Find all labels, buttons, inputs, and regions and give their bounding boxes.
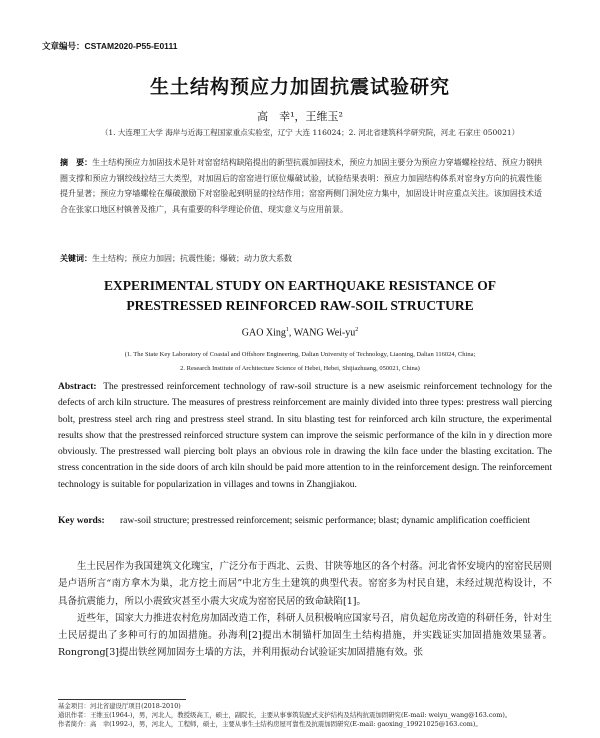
english-abstract	[58, 379, 552, 493]
chinese-authors: 高 幸¹，王维玉²	[257, 110, 343, 123]
english-title-line1: EXPERIMENTAL STUDY ON EARTHQUAKE RESISTANCE OF	[104, 278, 496, 293]
english-affiliation-1: (1. The State Key Laboratory of Coastal and Offshore Engineering, Dalian University of Technology, Liaoning, Dalian 116024, China;	[124, 351, 476, 358]
author-1: GAO Xing	[241, 327, 286, 339]
author-2: WANG Wei-yu	[293, 327, 356, 339]
english-abstract-text: The prestressed reinforcement technology of raw-soil structure is a new aseismic reinforcement technology for the defects of arch kiln structure. The measures of prestress reinforcement are mainly divided into three types: prestress wall piercing bolt, prestress steel arch ring and prestress steel strand. In situ blasting test for reinforced arch kiln structure, the experimental results show that the prestressed reinforced structure system can improve the seismic performance of the kiln in y direction more obviously. The prestressed wall piercing bolt plays an obvious role in drawing the kiln face under the blasting excitation. The stress concentration in the side doors of arch kiln should be paid more attention to in the reinforcement design. The reinforcement technology is suitable for popularization in villages and towns in Zhangjiakou.	[58, 382, 552, 490]
english-affiliation	[30, 348, 570, 376]
author-separator: ,	[288, 327, 294, 339]
english-abstract-label: Abstract:	[58, 382, 97, 392]
english-affiliation-2: 2. Research Institute of Architecture Science of Hebei, Hebei, Shijiazhuang, 050021, China)	[180, 365, 420, 372]
english-authors	[0, 327, 600, 338]
chinese-abstract-text: 生土结构预应力加固技术是针对窑窑结构缺陷提出的新型抗震加固技术，预应力加固主要分为预应力穿墙螺栓拉结、预应力钢拱圈支撑和预应力钢绞线拉结三大类型，对加固后的窑窑进行原位爆破试验，试验结果表明：预应力加固结构体系对窑身y方向的抗震性能提升显著；预应力穿墙螺栓在爆破激励下对窑脸起到明显的拉结作用；窑窑两侧门洞处应力集中，加固设计时应重点关注。该加固技术适合在张家口地区村镇普及推广，具有重要的科学理论价值、现实意义与应用前景。	[60, 158, 542, 214]
chinese-keywords-label: 关键词：	[60, 253, 92, 263]
english-keywords-text: raw-soil structure; prestressed reinforcement; seismic performance; blast; dynamic amplification coefficient	[120, 516, 531, 526]
footnote-corresponding-author: 通讯作者：王维玉(1964-)，男，河北人，教授级高工，硕士，副院长，主要从事事筑装配式支护结构及结构抗震加固研究(E-mail: weiyu_wang@163.com)。	[58, 711, 512, 719]
chinese-affiliation: （1. 大连理工大学 海岸与近海工程国家重点实验室，辽宁 大连 116024；2. 河北省建筑科学研究院，河北 石家庄 050021）	[100, 128, 520, 137]
english-title-line2: PRESTRESSED REINFORCED RAW-SOIL STRUCTURE	[126, 298, 474, 313]
footnote-author-bio: 作者简介：高 幸(1992-)，男，河北人，工程师，硕士，主要从事生土结构房屋可靠性及抗震加固研究(E-mail: gaoxing_19921025@163.com)。	[58, 720, 482, 728]
chinese-keywords	[60, 251, 542, 266]
footnotes	[58, 702, 558, 729]
footnote-divider	[58, 699, 186, 700]
body-text	[58, 558, 552, 662]
english-title	[0, 276, 600, 316]
footnote-funding: 基金项目：河北省建设厅项目(2018-2010)	[58, 702, 181, 710]
chinese-abstract-label: 摘 要：	[60, 157, 93, 167]
chinese-keywords-text: 生土结构；预应力加固；抗震性能；爆破；动力放大系数	[92, 254, 292, 263]
author-2-affil-mark: 2	[355, 327, 359, 333]
english-keywords-label: Key words:	[58, 516, 105, 526]
chinese-title: 生土结构预应力加固抗震试验研究	[149, 76, 450, 98]
chinese-abstract	[60, 155, 542, 217]
article-id: 文章编号：CSTAM2020-P55-E0111	[42, 41, 178, 51]
author-1-affil-mark: 1	[285, 327, 289, 333]
english-keywords	[58, 513, 552, 529]
body-paragraph-2: 近些年，国家大力推进农村危房加固改造工作，科研人员积极响应国家号召，肩负起危房改造的科研任务，针对生土民居提出了多种可行的加固措施。孙海利[2]提出木制锚杆加固生土结构措施，并实践证实加固措施效果显著。Rongrong[3]提出铁丝网加固夯土墙的方法，并利用振动台试验证实加固措施有效。张	[58, 612, 553, 659]
body-paragraph-1: 生土民居作为我国建筑文化瑰宝，广泛分布于西北、云贵、甘陕等地区的各个村落。河北省怀安境内的窑窑民居则是卢语所言“南方拿木为巢，北方挖土而居”中北方生土建筑的典型代表。窑窑多为村民自建，未经过规范构设计，不具备抗震能力，所以小震致灾甚至小震大灾成为窑窑民居的致命缺陷[1]。	[58, 561, 553, 607]
